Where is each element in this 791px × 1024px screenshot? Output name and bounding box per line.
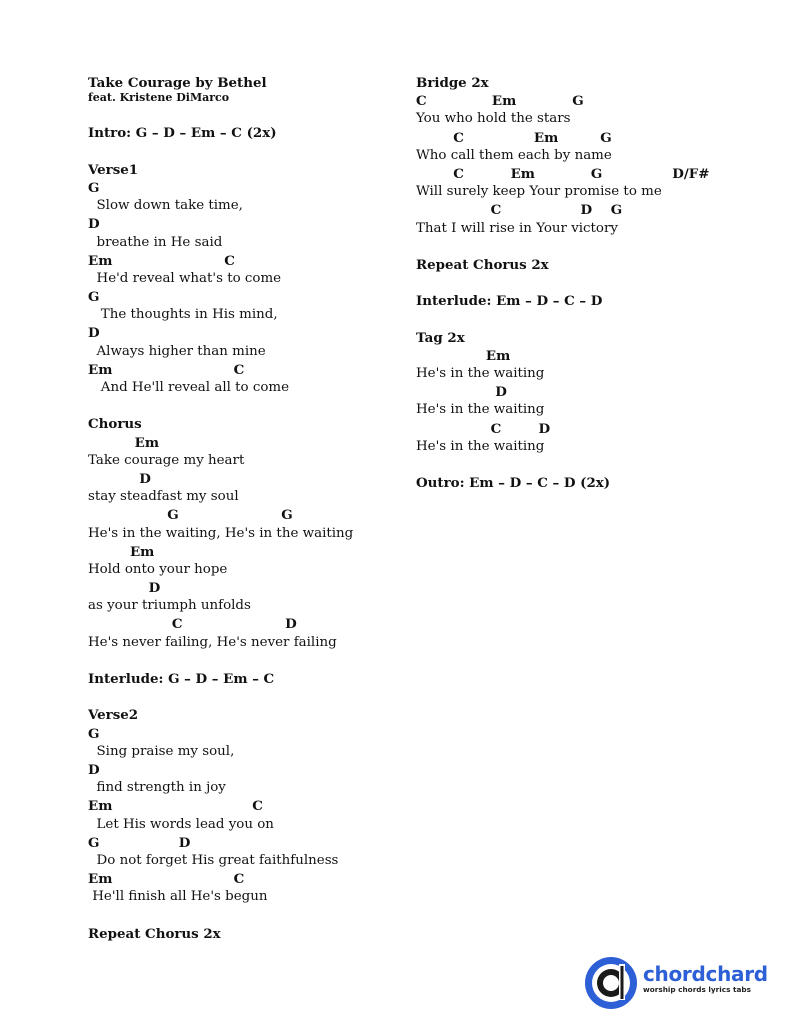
chordchard-logo-icon (583, 954, 641, 1012)
lyric-line: Who call them each by name (416, 147, 612, 163)
chord-line: D (88, 470, 151, 487)
section-heading: Tag 2x (416, 329, 465, 346)
subtitle: feat. Kristene DiMarco (88, 91, 230, 105)
chord-line: D (416, 384, 507, 401)
spacer (88, 106, 388, 124)
section-heading: Verse1 (88, 161, 139, 178)
spacer (88, 652, 388, 670)
chord-line: Em C (88, 798, 263, 815)
chord-line: C D (88, 616, 297, 633)
lyric-line: You who hold the stars (416, 111, 571, 127)
spacer (416, 274, 756, 292)
lyric-line: find strength in joy (88, 780, 226, 796)
spacer (88, 688, 388, 706)
chord-line: D (88, 325, 100, 342)
lyric-line: He'd reveal what's to come (88, 270, 282, 286)
chord-line: C Em G (416, 129, 612, 146)
chord-line: C D (416, 420, 551, 437)
spacer (416, 456, 756, 474)
lyric-line: He's never failing, He's never failing (88, 634, 337, 650)
lyric-line: Always higher than mine (88, 343, 266, 359)
spacer (416, 310, 756, 328)
section-heading: Take Courage by Bethel (88, 75, 267, 91)
lyric-line: He'll finish all He's begun (88, 889, 268, 905)
spacer (88, 397, 388, 415)
lyric-line: Do not forget His great faithfulness (88, 852, 339, 868)
right-column (416, 74, 756, 492)
lyric-line: as your triumph unfolds (88, 598, 251, 614)
lyric-line: Let His words lead you on (88, 816, 274, 832)
chord-line: G G (88, 507, 293, 524)
lyric-line: Hold onto your hope (88, 561, 228, 577)
section-heading: Interlude: Em – D – C – D (416, 293, 603, 310)
chord-line: G D (88, 834, 191, 851)
lyric-line: Will surely keep Your promise to me (416, 184, 662, 200)
section-heading: Bridge 2x (416, 75, 489, 91)
section-heading: Interlude: G – D – Em – C (88, 671, 275, 687)
section-heading: Verse2 (88, 707, 139, 724)
chord-line: C Em G (416, 93, 584, 110)
lyric-line: The thoughts in His mind, (88, 307, 278, 323)
spacer (88, 906, 388, 924)
chord-line: Em (88, 543, 155, 560)
lyric-line: He's in the waiting (416, 438, 545, 454)
lyric-line: Sing praise my soul, (88, 743, 235, 759)
chord-line: C Em G D/F# (416, 165, 710, 182)
chord-line: D (88, 216, 100, 233)
spacer (416, 238, 756, 256)
spacer (88, 143, 388, 161)
chordchard-logo (583, 954, 768, 1012)
lyric-line: He's in the waiting (416, 402, 545, 418)
logo-tagline: worship chords lyrics tabs (643, 985, 751, 994)
section-heading: Chorus (88, 416, 142, 433)
chord-line: Em C (88, 871, 245, 888)
chord-line: G (88, 725, 100, 742)
section-heading: Intro: G – D – Em – C (2x) (88, 125, 277, 142)
chord-line: Em (88, 434, 159, 451)
lyric-line: He's in the waiting, He's in the waiting (88, 525, 354, 541)
chord-line: G (88, 179, 100, 196)
chord-line: Em (416, 347, 511, 364)
left-column (88, 74, 388, 943)
lyric-line: breathe in He said (88, 234, 223, 250)
section-heading: Outro: Em – D – C – D (2x) (416, 475, 611, 492)
chord-line: G (88, 289, 100, 306)
chord-line: D (88, 580, 161, 597)
lyric-line: stay steadfast my soul (88, 489, 239, 505)
lyric-line: Slow down take time, (88, 198, 243, 214)
chord-line: C D G (416, 202, 623, 219)
lyric-line: That I will rise in Your victory (416, 220, 618, 236)
lyric-line: And He'll reveal all to come (88, 380, 290, 395)
chord-line: Em C (88, 361, 245, 378)
lyric-line: Take courage my heart (88, 452, 245, 468)
section-heading: Repeat Chorus 2x (416, 256, 549, 273)
section-heading: Repeat Chorus 2x (88, 925, 221, 942)
lyric-line: He's in the waiting (416, 366, 545, 381)
logo-name: chordchard (643, 962, 768, 986)
chord-line: D (88, 761, 100, 778)
chord-line: Em C (88, 252, 235, 269)
